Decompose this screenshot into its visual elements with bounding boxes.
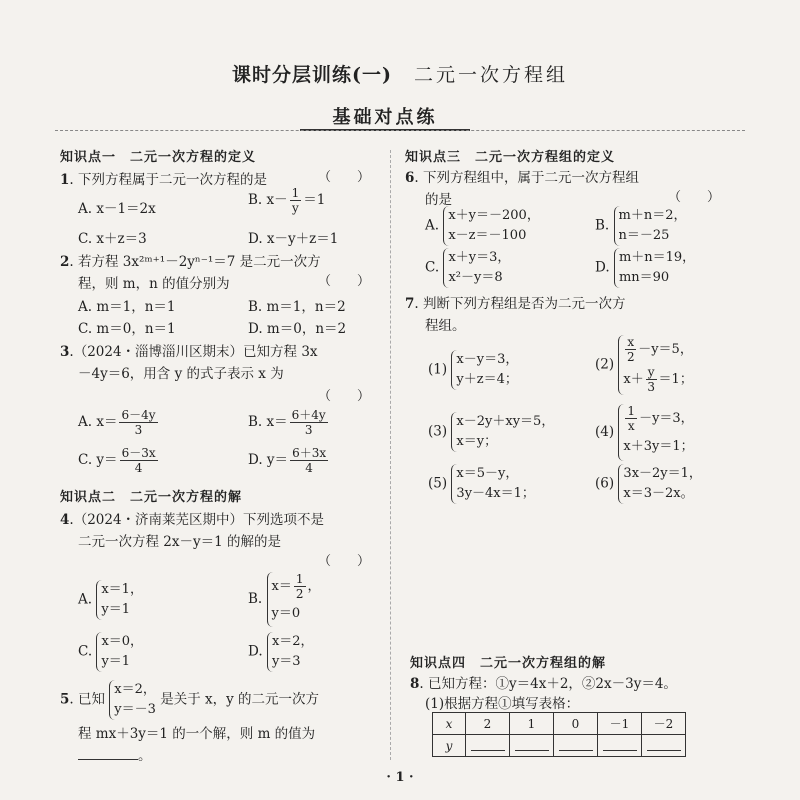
equation: x＝3－2x。 (623, 486, 694, 501)
option-d: D. x－y＋z＝1 (248, 231, 339, 247)
fraction (119, 408, 157, 437)
equation: y＝0 (271, 606, 301, 621)
table-header-x: x (433, 713, 466, 735)
option-b: B. m＝1，n＝2 (248, 299, 346, 315)
equation: m＋n＝19， (618, 250, 696, 265)
equation: x＝5－y， (456, 466, 519, 481)
option-b (248, 572, 321, 627)
question-text: .（2024・淄博淄川区期末）已知方程 3x (69, 344, 318, 360)
fraction-denominator: x (627, 419, 635, 433)
part-label: (3) (428, 423, 448, 440)
part-label: (6) (595, 475, 615, 492)
equation-suffix: －y＝5， (638, 342, 693, 357)
question-number: 2 (60, 254, 70, 270)
fraction (290, 446, 328, 475)
equation-system (618, 404, 693, 461)
fraction-numerator: 1 (295, 572, 304, 586)
part-label: (1) (428, 361, 448, 378)
part-1 (428, 350, 518, 390)
fraction-numerator: x (627, 335, 635, 349)
question-number: 3 (60, 344, 70, 360)
option-a (78, 408, 160, 437)
question-8 (410, 672, 677, 692)
equation: y＝1 (101, 654, 131, 669)
fraction (290, 408, 328, 437)
equation: x－2y＋xy＝5， (456, 414, 555, 429)
equation-system (96, 580, 143, 620)
option-c: C. m＝0，n＝1 (78, 321, 176, 337)
equation-suffix: ， (307, 579, 321, 594)
equation: x－y＝3， (456, 352, 519, 367)
option-c (78, 446, 160, 475)
equation-system (443, 206, 540, 246)
fraction (625, 335, 636, 364)
equation: n＝－25 (618, 228, 670, 243)
equation: x－z＝－100 (448, 228, 527, 243)
equation-system (443, 248, 510, 288)
question-7-line2: 程组。 (425, 318, 466, 334)
table-blank-cell[interactable] (466, 735, 510, 757)
equation-prefix: x＋ (623, 372, 644, 387)
equation-system (267, 572, 321, 627)
answer-blank-line (78, 744, 152, 764)
fraction-numerator: 1 (627, 404, 636, 418)
question-8-part-1: (1)根据方程①填写表格： (425, 696, 580, 712)
fraction-numerator: 1 (291, 186, 300, 200)
option-prefix: B. x＝ (248, 414, 288, 430)
equation: 3x－2y＝1， (623, 466, 702, 481)
equation-system (109, 680, 156, 720)
option-prefix: A. x＝ (78, 414, 118, 430)
option-c: C. x＋z＝3 (78, 231, 147, 247)
part-5 (428, 464, 535, 504)
option-a: A. x－1＝2x (78, 201, 156, 217)
knowledge-point-4-heading: 知识点四 二元一次方程组的解 (410, 656, 607, 671)
question-number: 7 (405, 296, 415, 312)
table-header-y: y (433, 735, 466, 757)
fraction-denominator: 2 (626, 350, 635, 364)
equation-suffix: －y＝3， (639, 411, 694, 426)
question-3-line2: －4y＝6，用含 y 的式子表示 x 为 (78, 366, 284, 382)
title-subtitle: 二元一次方程组 (413, 64, 568, 86)
fraction-denominator: 4 (134, 461, 143, 475)
option-c (78, 632, 143, 672)
equation: y＋z＝4； (456, 372, 518, 387)
question-text: . 已知方程：①y＝4x＋2，②2x－3y＝4。 (419, 676, 677, 692)
question-2-line2: 程，则 m，n 的值分别为 (78, 276, 230, 292)
table-cell: 1 (510, 713, 554, 735)
question-number: 6 (405, 170, 415, 186)
equation: x＝1， (101, 582, 143, 597)
answer-blank[interactable] (559, 738, 593, 751)
equation-system (451, 412, 554, 452)
part-2 (595, 335, 693, 395)
question-6-line2: 的是 (425, 192, 452, 208)
page-number: · 1 · (386, 770, 414, 785)
answer-blank[interactable] (471, 738, 505, 751)
table-row (433, 735, 686, 757)
question-text: . 已知 (69, 691, 105, 708)
equation: x＋y＝3， (448, 250, 511, 265)
fraction (646, 365, 657, 394)
option-a: A. m＝1，n＝1 (78, 299, 176, 315)
equation-system (614, 248, 695, 288)
period: 。 (138, 748, 152, 764)
table-blank-cell[interactable] (554, 735, 598, 757)
equation-system (618, 335, 692, 395)
question-text: . 下列方程组中，属于二元一次方程组 (414, 170, 639, 186)
title-main: 课时分层训练(一) (232, 64, 392, 86)
question-3-line1 (60, 340, 318, 360)
question-text: . 下列方程属于二元一次方程的是 (69, 172, 267, 188)
option-label: D. (595, 259, 610, 276)
value-table (432, 712, 686, 757)
question-1 (60, 168, 267, 188)
fraction-denominator: 3 (304, 423, 313, 437)
option-label: A. (78, 591, 93, 608)
question-number: 5 (60, 691, 70, 708)
equation-prefix: x＝ (271, 579, 292, 594)
question-text: . 判断下列方程组是否为二元一次方 (414, 296, 626, 312)
answer-paren: （ ） (668, 190, 721, 205)
answer-paren: （ ） (318, 554, 371, 569)
table-cell: －1 (598, 713, 642, 735)
answer-paren: （ ） (318, 274, 371, 289)
fraction-denominator: 3 (647, 380, 655, 394)
table-blank-cell[interactable] (642, 735, 686, 757)
question-text: 是关于 x，y 的二元一次方 (160, 691, 320, 708)
option-prefix: D. y＝ (248, 452, 289, 468)
option-d (248, 632, 314, 672)
equation: x＝2， (271, 634, 314, 649)
page-title (0, 60, 800, 87)
equation-suffix: ＝1； (658, 372, 693, 387)
part-label: (5) (428, 475, 448, 492)
fraction (290, 186, 302, 215)
fraction-numerator: 6＋4y (291, 408, 326, 422)
equation: x＝y； (456, 434, 498, 449)
question-number: 1 (60, 172, 70, 188)
fraction-denominator: 2 (295, 587, 304, 601)
question-5-line1 (60, 680, 319, 720)
option-b (248, 408, 330, 437)
fraction (625, 404, 637, 433)
answer-blank[interactable] (515, 738, 549, 751)
answer-paren: （ ） (318, 170, 371, 185)
question-text: .（2024・济南莱芜区期中）下列选项不是 (69, 512, 325, 528)
question-6-line1 (405, 166, 639, 186)
table-cell: 2 (466, 713, 510, 735)
column-divider (390, 150, 391, 760)
equation-system (267, 632, 314, 672)
equation: x＋3y＝1； (623, 439, 694, 454)
equation: x²－y＝8 (448, 270, 503, 285)
table-cell: 0 (554, 713, 598, 735)
equation-system (451, 464, 535, 504)
part-label: (4) (595, 424, 615, 440)
fraction-numerator: 6＋3x (292, 446, 327, 460)
equation-system (451, 350, 518, 390)
option-label: A. (425, 217, 440, 234)
equation-system (618, 464, 702, 504)
option-a (78, 580, 143, 620)
answer-blank[interactable] (647, 738, 681, 751)
fraction-numerator: 6－3x (121, 446, 156, 460)
answer-paren: （ ） (318, 389, 371, 404)
equation-system (96, 632, 143, 672)
question-2-line1 (60, 250, 321, 270)
knowledge-point-1-heading: 知识点一 二元一次方程的定义 (60, 150, 257, 165)
answer-blank[interactable] (603, 738, 637, 751)
question-number: 8 (410, 676, 420, 692)
knowledge-point-3-heading: 知识点三 二元一次方程组的定义 (405, 150, 616, 165)
option-label: B. (248, 591, 263, 607)
option-d: D. m＝0，n＝2 (248, 321, 347, 337)
fraction-denominator: 3 (134, 423, 143, 437)
option-b-suffix: ＝1 (303, 192, 326, 208)
knowledge-point-2-heading: 知识点二 二元一次方程的解 (60, 490, 243, 505)
option-b-prefix: B. x－ (248, 192, 288, 208)
question-7-line1 (405, 292, 626, 312)
part-6 (595, 464, 702, 504)
option-a (425, 206, 540, 246)
equation: y＝3 (271, 654, 301, 669)
option-d (595, 248, 695, 288)
question-number: 4 (60, 512, 70, 528)
table-cell: －2 (642, 713, 686, 735)
equation: y＝1 (101, 602, 130, 617)
answer-blank[interactable] (78, 759, 138, 760)
fraction-numerator: y (647, 365, 655, 379)
option-d (248, 446, 330, 475)
option-b (248, 186, 325, 215)
question-5-line2: 程 mx＋3y＝1 的一个解，则 m 的值为 (78, 726, 316, 742)
fraction (120, 446, 158, 475)
equation: x＝0， (101, 634, 144, 649)
option-label: C. (425, 259, 440, 276)
table-blank-cell[interactable] (510, 735, 554, 757)
fraction-denominator: y (292, 201, 299, 215)
option-prefix: C. y＝ (78, 452, 118, 468)
question-text: . 若方程 3x²ᵐ⁺¹－2yⁿ⁻¹＝7 是二元一次方 (69, 254, 321, 270)
equation: 3y－4x＝1； (456, 486, 535, 501)
equation: mn＝90 (618, 270, 670, 285)
fraction-denominator: 4 (305, 461, 313, 475)
equation: m＋n＝2， (618, 208, 687, 223)
table-row (433, 713, 686, 735)
equation: y＝－3 (114, 702, 156, 717)
fraction (294, 572, 306, 601)
table-blank-cell[interactable] (598, 735, 642, 757)
part-4 (595, 404, 694, 461)
question-4-line2: 二元一次方程 2x－y＝1 的解的是 (78, 534, 282, 550)
option-label: B. (595, 217, 610, 234)
equation: x＋y＝－200， (448, 208, 540, 223)
equation-system (614, 206, 687, 246)
option-label: D. (248, 643, 263, 660)
question-4-line1 (60, 508, 324, 528)
section-heading: 基础对点练 (300, 103, 470, 131)
section-divider (55, 130, 745, 131)
part-3 (428, 412, 554, 452)
option-c (425, 248, 510, 288)
part-label: (2) (595, 356, 615, 373)
fraction-numerator: 6－4y (121, 408, 156, 422)
equation: x＝2， (114, 682, 156, 697)
option-b (595, 206, 687, 246)
option-label: C. (78, 643, 93, 660)
